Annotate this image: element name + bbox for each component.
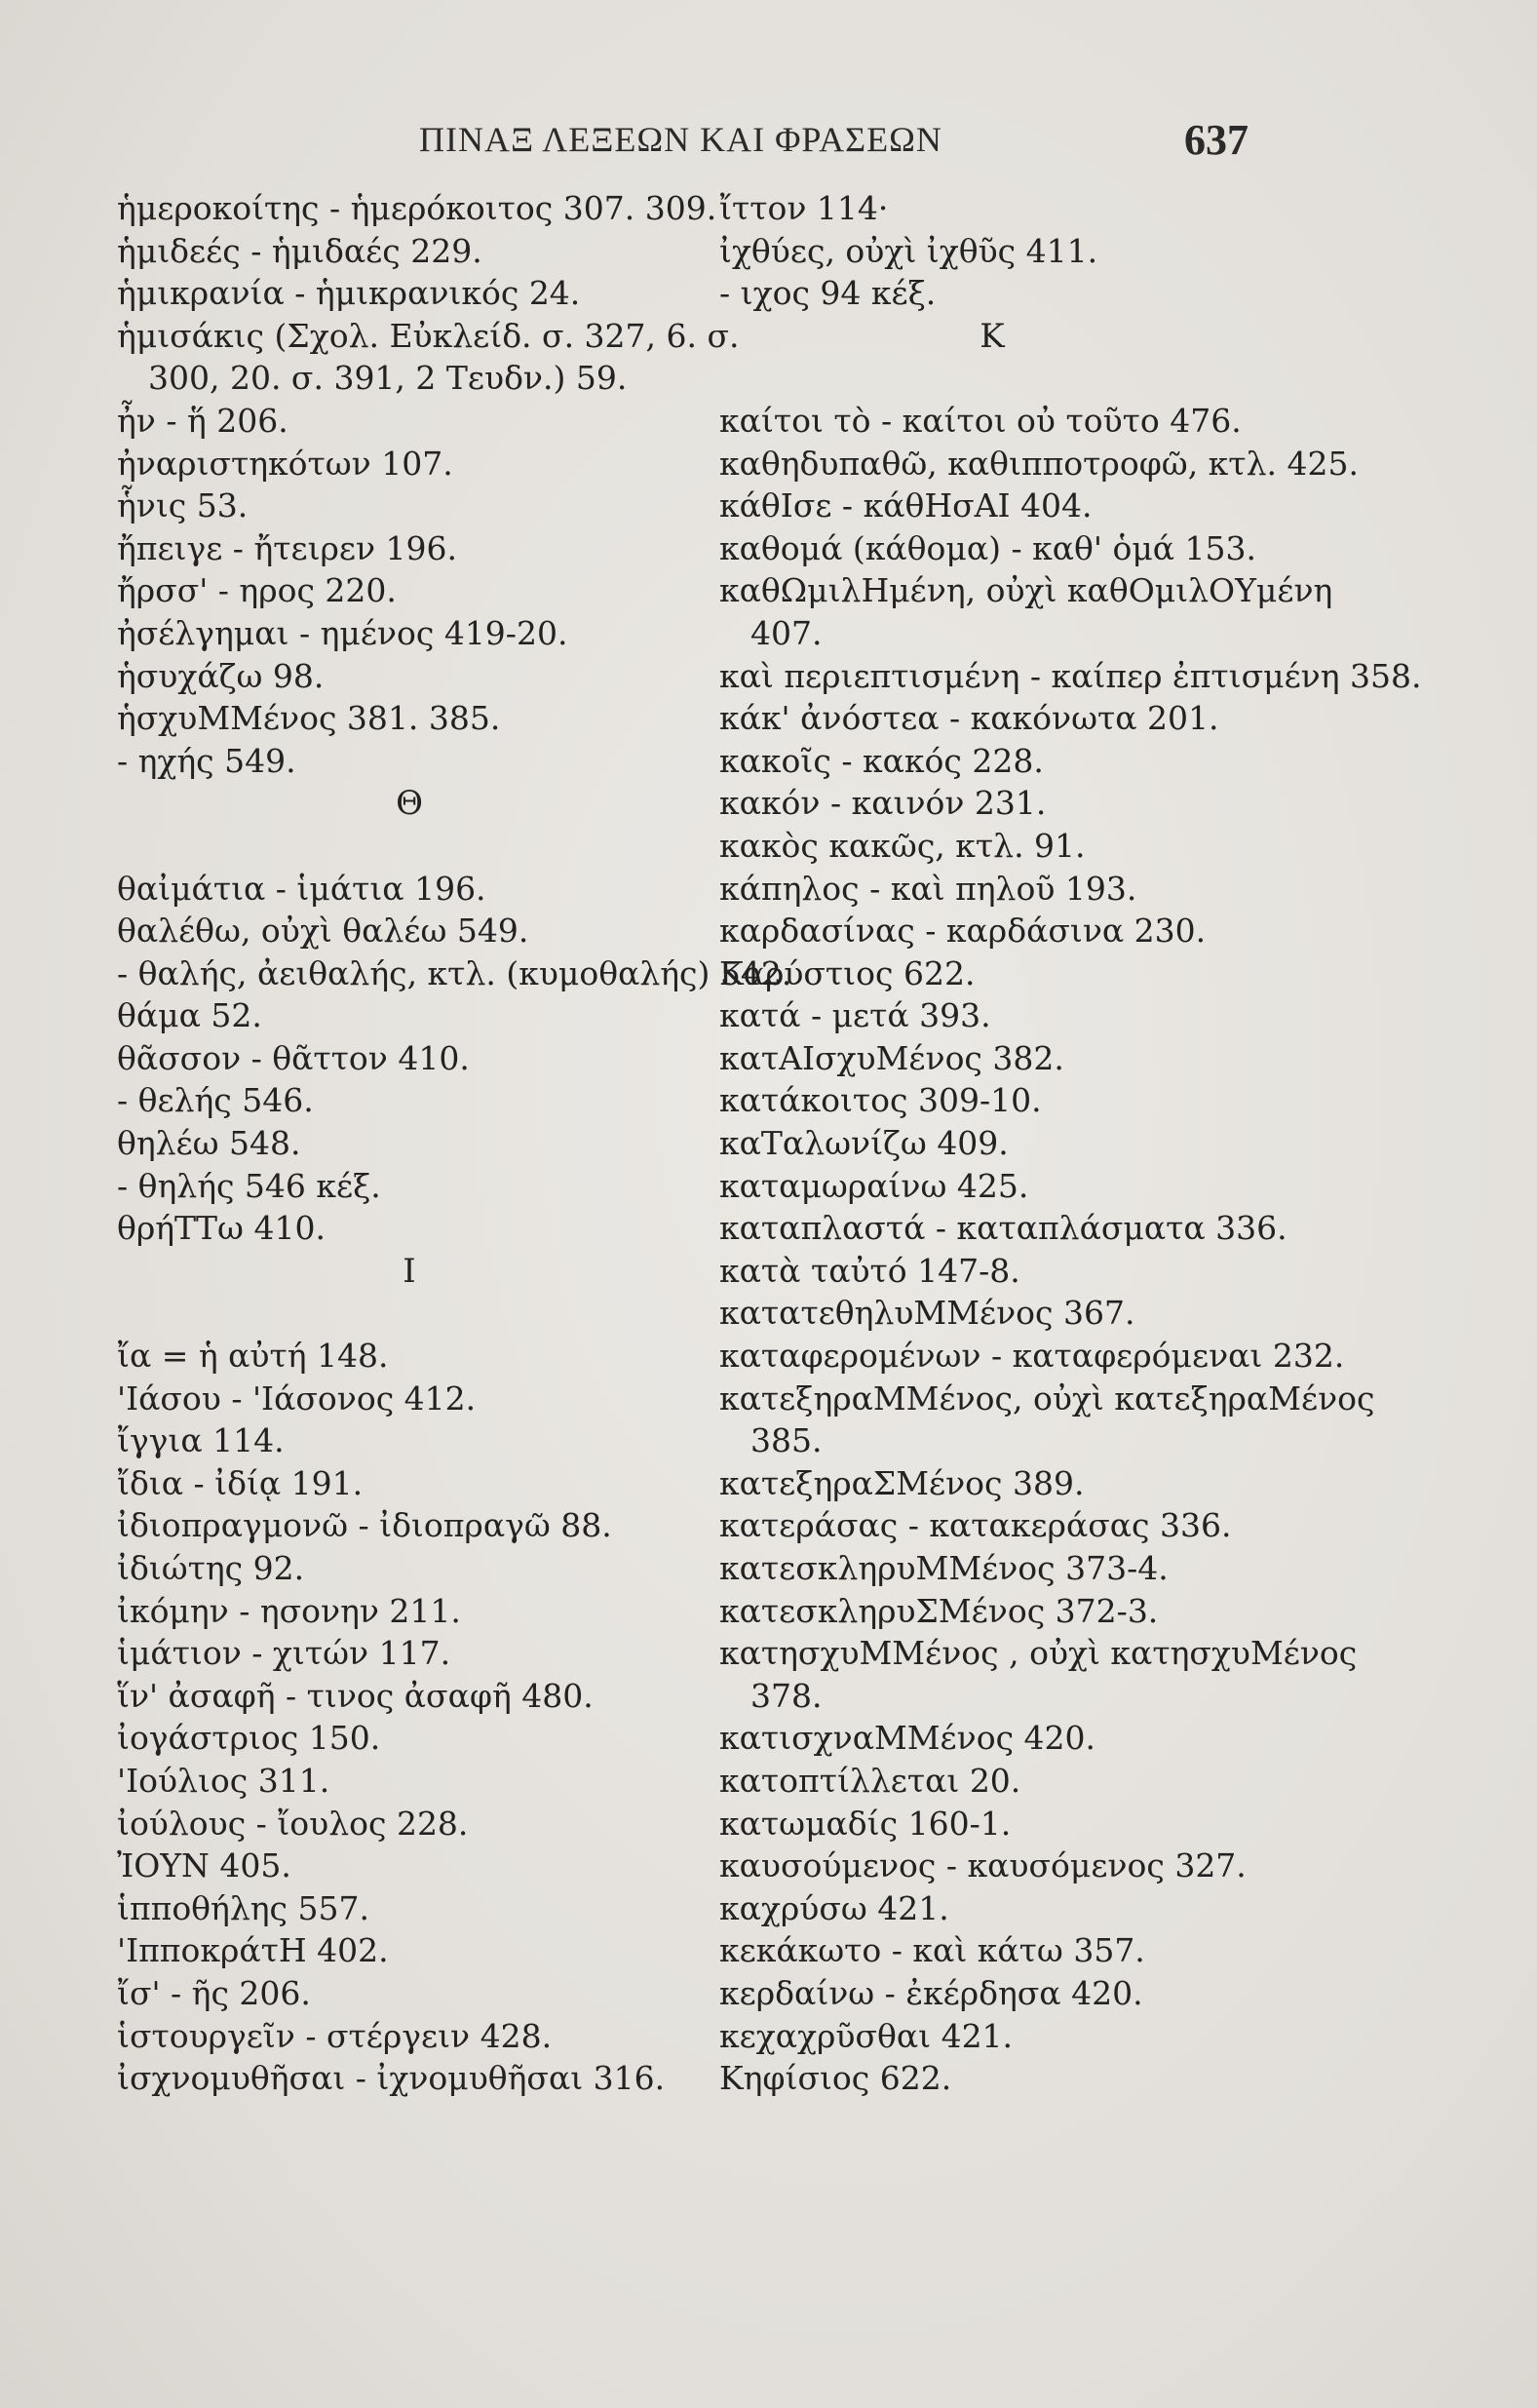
index-entry: ἴγγια 114.	[117, 1421, 285, 1460]
index-entry: κατεσκληρυΜΜένος 373-4.	[719, 1549, 1169, 1587]
section-letter: Κ	[980, 316, 1005, 356]
index-entry: κακόν - καινόν 231.	[719, 784, 1047, 823]
index-entry: ἰούλους - ἴουλος 228.	[117, 1804, 469, 1843]
section-letter-heading	[117, 782, 702, 825]
right-column	[719, 187, 1422, 2100]
index-entry: ἰδιοπραγμονῶ - ἰδιοπραγῶ 88.	[117, 1506, 612, 1545]
index-entry: ἦν - ἥ 206.	[117, 401, 288, 440]
index-entry-continuation: 300, 20. σ. 391, 2 Τευδν.) 59.	[148, 359, 628, 398]
index-entry: καθηδυπαθῶ, καθιπποτροφῶ, κτλ. 425.	[719, 444, 1359, 483]
index-entry: 'Ιάσου - 'Ιάσονος 412.	[117, 1379, 477, 1418]
index-entry-continuation: 407.	[750, 613, 823, 652]
index-entry: κακοῖς - κακός 228.	[719, 741, 1044, 780]
section-letter-heading	[719, 315, 1265, 358]
index-entry: καταπλαστά - καταπλάσματα 336.	[719, 1209, 1287, 1248]
index-entry: κατωμαδίς 160-1.	[719, 1804, 1012, 1843]
index-entry: καὶ περιεπτισμένη - καίπερ ἐπτισμένη 358.	[719, 656, 1422, 695]
index-entry: ἠσέλγημαι - ημένος 419-20.	[117, 613, 568, 652]
index-entry: ἡμικρανία - ἡμικρανικός 24.	[117, 274, 581, 313]
spacer	[117, 1292, 702, 1335]
index-entry: ἴδια - ἰδίᾳ 191.	[117, 1463, 364, 1502]
index-entry: καταφερομένων - καταφερόμεναι 232.	[719, 1337, 1345, 1376]
index-entry: καρδασίνας - καρδάσινα 230.	[719, 912, 1207, 951]
index-entry: κεκάκωτο - καὶ κάτω 357.	[719, 1931, 1145, 1970]
index-entry: Κηφίσιος 622.	[719, 2059, 952, 2098]
index-entry: ἤπειγε - ἤτειρεν 196.	[117, 528, 458, 567]
index-entry: κάπηλος - καὶ πηλοῦ 193.	[719, 869, 1137, 908]
index-entry: Καρύστιος 622.	[719, 953, 976, 992]
index-entry: ἴττον 114·	[719, 189, 889, 227]
index-entry: κεχαχρῦσθαι 421.	[719, 2016, 1014, 2055]
index-entry: κατεξηραΜΜένος, οὐχὶ κατεξηραΜένος	[719, 1379, 1375, 1418]
index-entry: κερδαίνω - ἐκέρδησα 420.	[719, 1973, 1143, 2012]
index-entry: ἴσ' - ῆς 206.	[117, 1973, 311, 2012]
index-entry: ἴα = ἡ αὐτή 148.	[117, 1337, 389, 1376]
index-entry: καταμωραίνω 425.	[719, 1166, 1029, 1205]
index-entry: θρήΤΤω 410.	[117, 1209, 326, 1248]
index-entry: - ιχος 94 κέξ.	[719, 274, 937, 313]
index-entry: ἡμισάκις (Σχολ. Εὐκλείδ. σ. 327, 6. σ.	[117, 316, 740, 355]
page-number: 637	[1184, 116, 1249, 164]
index-entry: κατΑΙσχυΜένος 382.	[719, 1038, 1064, 1077]
index-entry: ἱπποθήλης 557.	[117, 1888, 369, 1927]
index-entry: κατάκοιτος 309-10.	[719, 1081, 1042, 1120]
index-entry: κάκ' ἀνόστεα - κακόνωτα 201.	[719, 699, 1219, 738]
index-entry: ἰσχνομυθῆσαι - ἰχνομυθῆσαι 316.	[117, 2059, 666, 2098]
index-entry: ἸΟΥΝ 405.	[117, 1846, 291, 1885]
index-entry: κατησχυΜΜένος , οὐχὶ κατησχυΜένος	[719, 1634, 1358, 1673]
index-entry: ἠναριστηκότων 107.	[117, 444, 453, 483]
index-entry: κακὸς κακῶς, κτλ. 91.	[719, 826, 1086, 865]
index-entry: θηλέω 548.	[117, 1124, 301, 1163]
index-entry: ἡσχυΜΜένος 381. 385.	[117, 699, 501, 738]
index-entry: ἵν' ἀσαφῆ - τινος ἀσαφῆ 480.	[117, 1676, 594, 1715]
index-entry: θᾶσσον - θᾶττον 410.	[117, 1038, 470, 1077]
index-entry: καΤαλωνίζω 409.	[719, 1124, 1009, 1163]
index-entry: καθΩμιλΗμένη, οὐχὶ καθΟμιλΟΥμένη	[719, 571, 1333, 610]
index-entry: ἡμεροκοίτης - ἡμερόκοιτος 307. 309.	[117, 189, 717, 227]
index-entry: θαἰμάτια - ἱμάτια 196.	[117, 869, 486, 908]
index-entry: ἰκόμην - ησονην 211.	[117, 1591, 461, 1630]
index-entry: ἡμιδεές - ἡμιδαές 229.	[117, 231, 482, 270]
section-letter: Ι	[403, 1251, 416, 1291]
spacer	[719, 357, 1265, 400]
index-entry: κάθΙσε - κάθΗσΑΙ 404.	[719, 486, 1093, 525]
index-entry: κατά - μετά 393.	[719, 996, 991, 1035]
index-entry: κατισχναΜΜένος 420.	[719, 1719, 1096, 1758]
index-entry: 'ΙπποκράτΗ 402.	[117, 1931, 389, 1970]
index-entry: ἰχθύες, οὐχὶ ἰχθῦς 411.	[719, 231, 1098, 270]
section-letter-heading	[117, 1250, 702, 1293]
index-entry: - θελής 546.	[117, 1081, 314, 1120]
index-entry: κατὰ ταὐτό 147-8.	[719, 1251, 1020, 1290]
index-entry: καθομά (κάθομα) - καθ' ὁμά 153.	[719, 528, 1257, 567]
index-entry: καυσούμενος - καυσόμενος 327.	[719, 1846, 1247, 1885]
index-entry: ἰδιώτης 92.	[117, 1549, 305, 1587]
index-entry: κατοπτίλλεται 20.	[719, 1761, 1021, 1800]
spacer	[117, 825, 702, 868]
index-entry: κατεσκληρυΣΜένος 372-3.	[719, 1591, 1159, 1630]
index-entry: καχρύσω 421.	[719, 1888, 949, 1927]
index-entry: ἱστουργεῖν - στέργειν 428.	[117, 2016, 553, 2055]
index-entry: κατεξηραΣΜένος 389.	[719, 1463, 1085, 1502]
index-entry: - θηλής 546 κέξ.	[117, 1166, 381, 1205]
index-entry: θάμα 52.	[117, 996, 262, 1035]
index-entry: κατατεθηλυΜΜένος 367.	[719, 1294, 1135, 1333]
index-entry: ἡσυχάζω 98.	[117, 656, 325, 695]
index-entry: θαλέθω, οὐχὶ θαλέω 549.	[117, 912, 529, 951]
section-letter: Θ	[396, 784, 423, 824]
index-entry: 'Ιούλιος 311.	[117, 1761, 330, 1800]
index-entry: ἧνις 53.	[117, 486, 249, 525]
index-entry-continuation: 385.	[750, 1421, 823, 1460]
index-entry: ἤρσσ' - ηρος 220.	[117, 571, 397, 610]
index-entry-continuation: 378.	[750, 1676, 823, 1715]
index-entry: - θαλής, ἀειθαλής, κτλ. (κυμοθαλής) 542.	[117, 953, 792, 992]
index-entry: κατεράσας - κατακεράσας 336.	[719, 1506, 1232, 1545]
index-entry: - ηχής 549.	[117, 741, 296, 780]
index-entry: ἱμάτιον - χιτών 117.	[117, 1634, 451, 1673]
index-entry: ἰογάστριος 150.	[117, 1719, 381, 1758]
running-head: ΠΙΝΑΞ ΛΕΞΕΩΝ ΚΑΙ ΦΡΑΣΕΩΝ	[419, 120, 942, 159]
index-entry: καίτοι τὸ - καίτοι οὐ τοῦτο 476.	[719, 401, 1242, 440]
